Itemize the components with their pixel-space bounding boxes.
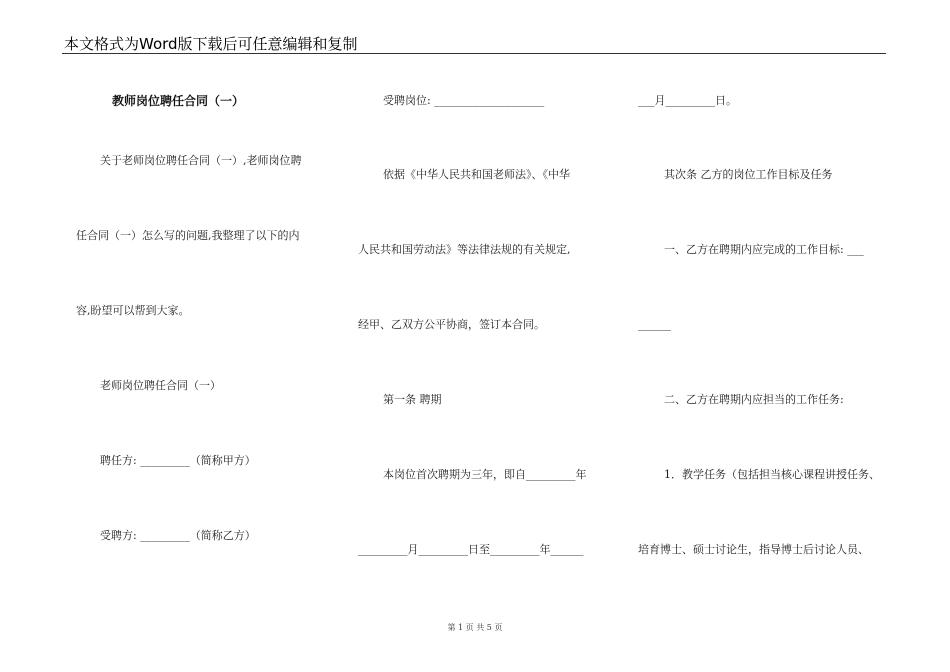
- col3-line: ______: [638, 318, 671, 331]
- col2-line: 人民共和国劳动法》等法律法规的有关规定,: [358, 243, 571, 256]
- col3-line: 培育博士、硕士讨论生，指导博士后讨论人员、: [638, 543, 869, 556]
- col1-line: 关于老师岗位聘任合同（一）,老师岗位聘: [100, 154, 302, 167]
- document-header-title: 本文格式为Word版下载后可任意编辑和复制: [64, 35, 358, 53]
- col3-line: 其次条 乙方的岗位工作目标及任务: [664, 168, 833, 181]
- col2-line: 受聘岗位: ____________________: [383, 94, 545, 107]
- header-divider: [62, 53, 886, 54]
- col2-line: 经甲、乙双方公平协商，签订本合同。: [358, 318, 545, 331]
- col1-line: 容,盼望可以帮到大家。: [76, 304, 190, 317]
- col2-line: 本岗位首次聘期为三年，即自_________年: [383, 468, 587, 481]
- col1-line: 受聘方: _________（简称乙方）: [100, 529, 256, 542]
- col2-line: _________月_________日至_________年______: [358, 543, 584, 556]
- contract-title: 教师岗位聘任合同（一）: [112, 94, 245, 108]
- col3-line: 1．教学任务（包括担当核心课程讲授任务、: [664, 468, 880, 481]
- page-number-footer: 第 1 页 共 5 页: [447, 623, 503, 632]
- col3-line: 一、乙方在聘期内应完成的工作目标: ___: [664, 243, 864, 256]
- col1-line: 任合同（一）怎么写的问题,我整理了以下的内: [76, 229, 300, 242]
- col3-line: ___月_________日。: [638, 94, 737, 107]
- col2-line: 第一条 聘期: [383, 393, 442, 406]
- col2-line: 依据《中华人民共和国老师法》、《中华: [383, 168, 570, 181]
- col3-line: 二、乙方在聘期内应担当的工作任务:: [664, 393, 844, 406]
- col1-line: 老师岗位聘任合同（一）: [100, 379, 221, 392]
- col1-line: 聘任方: _________（简称甲方）: [100, 454, 256, 467]
